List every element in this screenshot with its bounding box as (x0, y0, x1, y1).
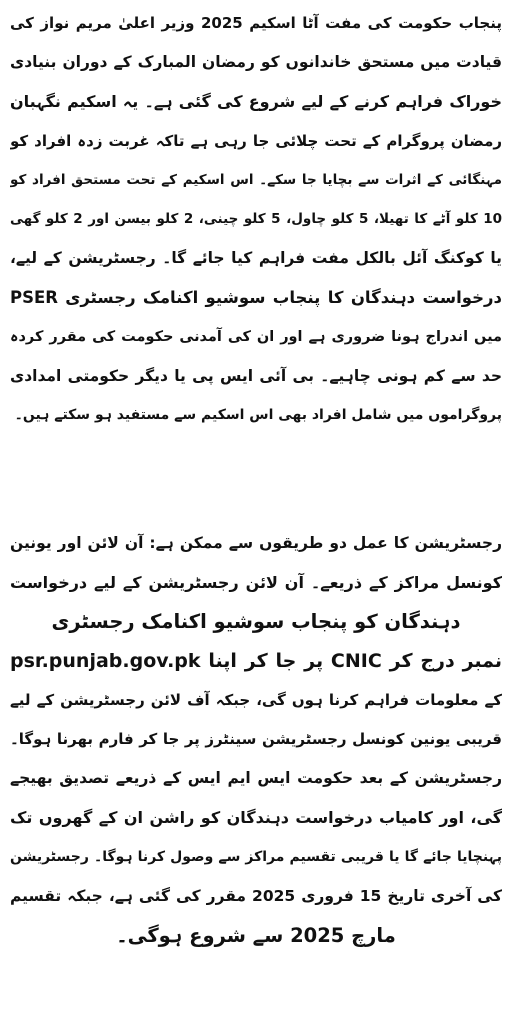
text-line: کونسل مراکز کے ذریعے۔ آن لائن رجسٹریشن کے لیے درخواست (10, 573, 502, 593)
text-line: کی آخری تاریخ 15 فروری 2025 مقرر کی گئی ہے، جبکہ تقسیم (10, 886, 502, 905)
text-line: دہندگان کو پنجاب سوشیو اکنامک رجسٹری (51, 610, 461, 634)
text-line: مہنگائی کے اثرات سے بچایا جا سکے۔ اس اسکیم کے تحت مستحق افراد کو (10, 171, 502, 188)
text-line: حد سے کم ہونی چاہیے۔ بی آئی ایس پی یا دیگر حکومتی امدادی (10, 366, 502, 385)
text-line: پروگراموں میں شامل افراد بھی اس اسکیم سے مستفید ہو سکتے ہیں۔ (14, 406, 502, 423)
text-line: psr.punjab.gov.pk پر جا کر اپنا CNIC نمبر درج کر (10, 649, 502, 672)
text-line: یا کوکنگ آئل بالکل مفت فراہم کیا جائے گا۔ رجسٹریشن کے لیے، (10, 249, 502, 268)
text-line: گی، اور کامیاب درخواست دہندگان کو راشن ان کے گھروں تک (10, 808, 502, 828)
text-line: 10 کلو آٹے کا تھیلا، 5 کلو چاول، 5 کلو چینی، 2 کلو بیسن اور 2 کلو گھی (10, 210, 502, 227)
text-line: قریبی یونین کونسل رجسٹریشن سینٹرز پر جا کر فارم بھرنا ہوگا۔ (10, 729, 502, 748)
text-line: پہنچایا جائے گا یا قریبی تقسیم مراکز سے وصول کرنا ہوگا۔ رجسٹریشن (10, 848, 502, 865)
text-line: رمضان پروگرام کے تحت چلائی جا رہی ہے تاکہ غربت زدہ افراد کو (10, 131, 502, 150)
text-line: رجسٹریشن کا عمل دو طریقوں سے ممکن ہے: آن لائن اور یونین (10, 534, 502, 552)
text-line: میں اندراج ہونا ضروری ہے اور ان کی آمدنی حکومت کی مقرر کردہ (10, 328, 502, 345)
text-line: درخواست دہندگان کا پنجاب سوشیو اکنامک رجسٹری PSER (10, 288, 502, 308)
article-paragraph-1 (10, 4, 502, 476)
text-line: رجسٹریشن کے بعد حکومت ایس ایم ایس کے ذریعے تصدیق بھیجے (10, 769, 502, 788)
text-line: کے معلومات فراہم کرنا ہوں گی، جبکہ آف لائن رجسٹریشن کے لیے (10, 690, 502, 709)
text-line: مارچ 2025 سے شروع ہوگی۔ (116, 923, 396, 947)
article-paragraph-2 (10, 524, 502, 955)
paragraph-spacer (10, 476, 502, 524)
text-line: قیادت میں مستحق خاندانوں کو رمضان المبارک کے دوران بنیادی (10, 53, 502, 72)
text-line: پنجاب حکومت کی مفت آٹا اسکیم 2025 وزیر اعلیٰ مریم نواز کی (10, 14, 502, 32)
text-line: خوراک فراہم کرنے کے لیے شروع کی گئی ہے۔ یہ اسکیم نگہبان (10, 92, 502, 112)
